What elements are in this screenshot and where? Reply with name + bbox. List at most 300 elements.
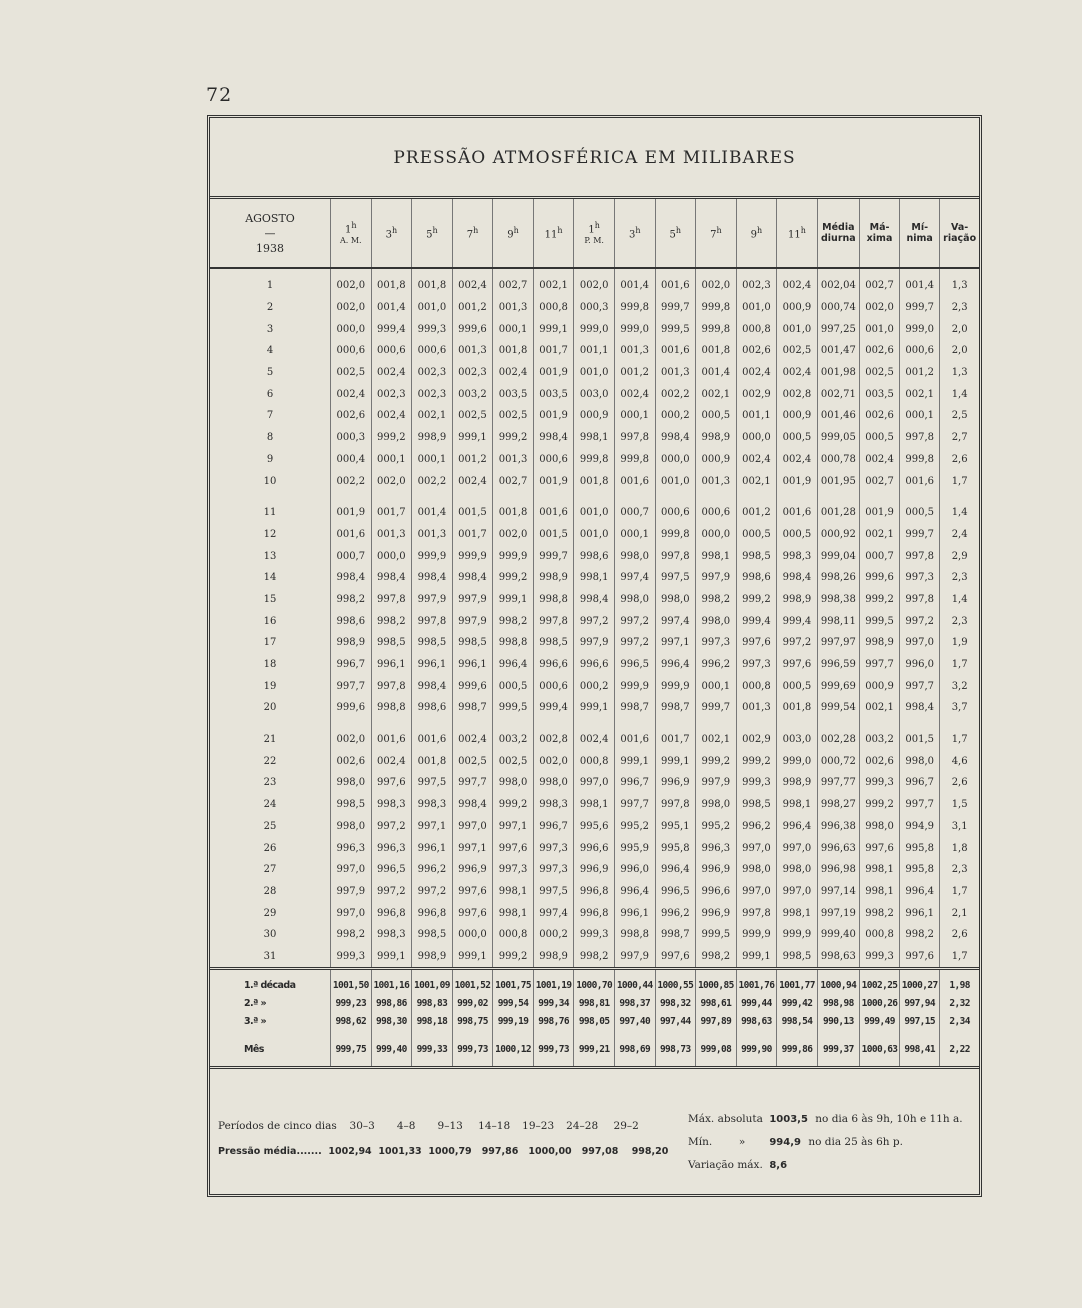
value-cell: 999,9 [736, 924, 777, 946]
value-cell: 998,3 [371, 924, 412, 946]
table-row [210, 470, 979, 502]
value-cell: 001,7 [533, 340, 574, 362]
period-item: 9–13 [437, 1120, 463, 1132]
value-cell: 997,2 [614, 632, 655, 654]
extremes [688, 1108, 978, 1177]
value-cell: 2,6 [940, 449, 979, 471]
day-cell: 4 [266, 345, 274, 357]
value-cell: 000,72 [817, 750, 859, 772]
value-cell: 1,3 [940, 362, 979, 384]
decade-value: 999,54 [493, 994, 534, 1012]
pressure-table [210, 196, 979, 1069]
value-cell: 000,74 [817, 297, 859, 319]
hour-header [371, 198, 412, 269]
value-cell: 998,4 [777, 567, 818, 589]
value-cell: 999,3 [859, 946, 899, 969]
value-cell: 001,0 [736, 297, 777, 319]
value-cell: 000,6 [533, 675, 574, 697]
value-cell: 001,3 [412, 524, 453, 546]
value-cell: 2,6 [940, 772, 979, 794]
value-cell: 996,8 [574, 881, 615, 903]
value-cell: 998,2 [696, 589, 737, 611]
table-row [210, 297, 979, 319]
value-cell: 001,6 [614, 470, 655, 502]
value-cell: 998,4 [452, 794, 493, 816]
month-row-value: 998,73 [655, 1030, 696, 1068]
value-cell: 000,78 [817, 449, 859, 471]
value-cell: 997,9 [412, 589, 453, 611]
value-cell: 999,4 [777, 610, 818, 632]
day-cell: 8 [266, 432, 274, 444]
hour-suffix: h [594, 221, 600, 231]
value-cell: 998,2 [493, 610, 534, 632]
value-cell: 3,7 [940, 697, 979, 729]
decade-value: 998,61 [696, 994, 737, 1012]
value-cell: 001,6 [655, 268, 696, 297]
period-item: 4–8 [396, 1120, 416, 1132]
value-cell: 002,4 [859, 449, 899, 471]
month-row-value: 999,21 [574, 1030, 615, 1068]
value-cell: 998,1 [859, 881, 899, 903]
value-cell: 001,4 [900, 268, 940, 297]
value-cell: 000,5 [900, 502, 940, 524]
value-cell: 997,3 [696, 632, 737, 654]
value-cell: 996,7 [900, 772, 940, 794]
hour-suffix: h [716, 225, 722, 235]
day-cell: 17 [263, 637, 277, 649]
value-cell: 003,2 [493, 729, 534, 751]
value-cell: 001,9 [859, 502, 899, 524]
table-row [210, 924, 979, 946]
value-cell: 997,8 [412, 610, 453, 632]
value-cell: 998,0 [900, 750, 940, 772]
value-cell: 997,9 [331, 881, 372, 903]
value-cell: 002,0 [331, 729, 372, 751]
value-cell: 998,0 [655, 589, 696, 611]
value-cell: 999,5 [696, 924, 737, 946]
value-cell: 2,1 [940, 902, 979, 924]
value-cell: 998,5 [412, 632, 453, 654]
table-row [210, 837, 979, 859]
value-cell: 999,05 [817, 427, 859, 449]
value-cell: 998,2 [900, 924, 940, 946]
value-cell: 002,9 [736, 729, 777, 751]
hour-number: 9 [507, 229, 514, 241]
value-cell: 003,5 [859, 383, 899, 405]
value-cell: 997,0 [331, 859, 372, 881]
decade-value: 999,44 [736, 994, 777, 1012]
value-cell: 996,3 [371, 837, 412, 859]
variacao-header-line: riação [943, 233, 977, 244]
value-cell: 002,4 [371, 362, 412, 384]
value-cell: 999,0 [614, 318, 655, 340]
table-row [210, 610, 979, 632]
value-cell: 000,9 [859, 675, 899, 697]
value-cell: 999,2 [736, 589, 777, 611]
value-cell: 000,8 [736, 318, 777, 340]
hour-number: 11 [788, 229, 801, 241]
day-cell: 23 [263, 777, 277, 789]
value-cell: 998,5 [736, 545, 777, 567]
value-cell: 000,7 [331, 545, 372, 567]
value-cell: 998,8 [371, 697, 412, 729]
variacao-header [940, 198, 979, 269]
decade-row [210, 1012, 979, 1030]
header-row [210, 198, 979, 269]
ampm-label: P. M. [584, 235, 604, 245]
value-cell: 1,3 [940, 268, 979, 297]
value-cell: 997,8 [900, 589, 940, 611]
value-cell: 001,8 [574, 470, 615, 502]
value-cell: 999,1 [533, 318, 574, 340]
decade-value: 990,13 [817, 1012, 859, 1030]
value-cell: 000,1 [493, 318, 534, 340]
value-cell: 998,0 [736, 859, 777, 881]
value-cell: 996,7 [331, 654, 372, 676]
value-cell: 000,9 [574, 405, 615, 427]
value-cell: 997,1 [412, 816, 453, 838]
value-cell: 999,0 [777, 750, 818, 772]
value-cell: 996,2 [655, 902, 696, 924]
month-row-value: 1000,12 [493, 1030, 534, 1068]
periods-label: Períodos de cinco dias [218, 1120, 337, 1132]
value-cell: 997,3 [533, 859, 574, 881]
value-cell: 1,7 [940, 729, 979, 751]
value-cell: 000,8 [574, 750, 615, 772]
decade-value: 998,98 [817, 994, 859, 1012]
media-header-line: diurna [821, 233, 856, 244]
decade-value: 1002,25 [859, 969, 899, 995]
media-header-line: Média [822, 222, 855, 233]
decade-value: 997,89 [696, 1012, 737, 1030]
value-cell: 998,0 [493, 772, 534, 794]
value-cell: 002,1 [736, 470, 777, 502]
month-row-value: 999,73 [533, 1030, 574, 1068]
value-cell: 002,4 [777, 362, 818, 384]
value-cell: 001,9 [533, 405, 574, 427]
value-cell: 998,0 [859, 816, 899, 838]
value-cell: 000,7 [859, 545, 899, 567]
value-cell: 000,8 [859, 924, 899, 946]
value-cell: 996,5 [655, 881, 696, 903]
value-cell: 997,6 [655, 946, 696, 969]
minima-header [900, 198, 940, 269]
value-cell: 996,98 [817, 859, 859, 881]
value-cell: 998,5 [452, 632, 493, 654]
day-cell: 14 [263, 572, 277, 584]
value-cell: 001,8 [493, 340, 534, 362]
value-cell: 996,2 [736, 816, 777, 838]
value-cell: 002,4 [777, 449, 818, 471]
value-cell: 999,6 [452, 675, 493, 697]
value-cell: 002,1 [900, 383, 940, 405]
value-cell: 002,4 [614, 383, 655, 405]
value-cell: 000,8 [493, 924, 534, 946]
period-item: 30–3 [349, 1120, 375, 1132]
value-cell: 000,1 [696, 675, 737, 697]
decade-value: 997,94 [900, 994, 940, 1012]
value-cell: 999,2 [736, 750, 777, 772]
value-cell: 002,3 [736, 268, 777, 297]
value-cell: 1,4 [940, 589, 979, 611]
value-cell: 001,1 [736, 405, 777, 427]
value-cell: 000,5 [493, 675, 534, 697]
value-cell: 000,5 [696, 405, 737, 427]
period-mean: 1000,79 [428, 1146, 472, 1157]
value-cell: 999,7 [900, 297, 940, 319]
value-cell: 998,1 [777, 902, 818, 924]
decade-value: 1000,44 [614, 969, 655, 995]
decade-value: 999,19 [493, 1012, 534, 1030]
value-cell: 996,38 [817, 816, 859, 838]
month-row-value: 1000,63 [859, 1030, 899, 1068]
period-mean: 1000,00 [528, 1146, 572, 1157]
decade-value: 1001,77 [777, 969, 818, 995]
value-cell: 996,2 [696, 654, 737, 676]
value-cell: 998,1 [777, 794, 818, 816]
value-cell: 998,5 [736, 794, 777, 816]
value-cell: 996,8 [371, 902, 412, 924]
decade-value: 997,44 [655, 1012, 696, 1030]
value-cell: 995,2 [614, 816, 655, 838]
value-cell: 996,9 [574, 859, 615, 881]
value-cell: 001,8 [412, 268, 453, 297]
value-cell: 2,3 [940, 859, 979, 881]
value-cell: 002,7 [859, 268, 899, 297]
value-cell: 002,4 [493, 362, 534, 384]
decade-value: 999,23 [331, 994, 372, 1012]
decade-value: 2,32 [940, 994, 979, 1012]
minima-header-line: nima [906, 233, 933, 244]
value-cell: 997,14 [817, 881, 859, 903]
value-cell: 997,3 [533, 837, 574, 859]
value-cell: 997,0 [777, 881, 818, 903]
value-cell: 997,6 [371, 772, 412, 794]
value-cell: 002,6 [331, 405, 372, 427]
value-cell: 000,6 [331, 340, 372, 362]
min-line [688, 1131, 978, 1154]
value-cell: 003,2 [859, 729, 899, 751]
value-cell: 999,9 [777, 924, 818, 946]
value-cell: 002,5 [331, 362, 372, 384]
hour-suffix: h [675, 225, 682, 235]
day-cell: 15 [263, 593, 277, 605]
value-cell: 001,3 [493, 297, 534, 319]
day-cell: 9 [266, 453, 274, 465]
value-cell: 003,0 [574, 383, 615, 405]
value-cell: 997,8 [614, 427, 655, 449]
value-cell: 1,7 [940, 470, 979, 502]
month-row-value: 999,08 [696, 1030, 737, 1068]
value-cell: 000,1 [371, 449, 412, 471]
value-cell: 001,7 [655, 729, 696, 751]
value-cell: 997,0 [452, 816, 493, 838]
value-cell: 997,4 [614, 567, 655, 589]
value-cell: 002,0 [696, 268, 737, 297]
value-cell: 999,4 [371, 318, 412, 340]
value-cell: 002,1 [696, 729, 737, 751]
value-cell: 996,1 [371, 654, 412, 676]
decade-value: 998,86 [371, 994, 412, 1012]
value-cell: 002,0 [574, 268, 615, 297]
hour-number: 11 [544, 229, 558, 241]
period-item: 14–18 [478, 1120, 511, 1132]
value-cell: 998,2 [859, 902, 899, 924]
table-row [210, 589, 979, 611]
value-cell: 996,9 [696, 859, 737, 881]
decade-value: 998,32 [655, 994, 696, 1012]
table-frame [207, 115, 982, 1197]
day-cell: 10 [263, 475, 277, 487]
value-cell: 995,8 [655, 837, 696, 859]
value-cell: 999,1 [574, 697, 615, 729]
table-row [210, 750, 979, 772]
value-cell: 1,7 [940, 946, 979, 969]
value-cell: 997,2 [777, 632, 818, 654]
value-cell: 999,6 [331, 697, 372, 729]
value-cell: 001,6 [777, 502, 818, 524]
value-cell: 999,4 [533, 697, 574, 729]
var-value: 8,6 [769, 1160, 788, 1171]
table-row [210, 383, 979, 405]
table-row [210, 427, 979, 449]
decade-value: 1001,75 [493, 969, 534, 995]
value-cell: 998,5 [331, 794, 372, 816]
value-cell: 999,2 [493, 427, 534, 449]
value-cell: 002,0 [859, 297, 899, 319]
value-cell: 999,5 [493, 697, 534, 729]
value-cell: 2,3 [940, 610, 979, 632]
period-mean: 1001,33 [378, 1146, 422, 1157]
table-row [210, 729, 979, 751]
value-cell: 997,4 [533, 902, 574, 924]
value-cell: 996,4 [655, 859, 696, 881]
value-cell: 999,69 [817, 675, 859, 697]
day-cell: 11 [263, 507, 277, 519]
month-label: AGOSTO [245, 211, 295, 225]
value-cell: 997,19 [817, 902, 859, 924]
value-cell: 998,8 [493, 632, 534, 654]
value-cell: 000,9 [777, 297, 818, 319]
value-cell: 001,8 [371, 268, 412, 297]
value-cell: 000,6 [533, 449, 574, 471]
value-cell: 997,4 [655, 610, 696, 632]
value-cell: 001,3 [452, 340, 493, 362]
month-row-value: 998,41 [900, 1030, 940, 1068]
hour-number: 3 [385, 229, 392, 241]
value-cell: 999,04 [817, 545, 859, 567]
period-mean: 997,08 [581, 1146, 619, 1157]
value-cell: 997,1 [655, 632, 696, 654]
value-cell: 999,3 [412, 318, 453, 340]
value-cell: 002,2 [412, 470, 453, 502]
value-cell: 998,2 [371, 610, 412, 632]
decade-value: 998,62 [331, 1012, 372, 1030]
value-cell: 996,9 [452, 859, 493, 881]
hour-header [533, 198, 574, 269]
value-cell: 001,0 [655, 470, 696, 502]
value-cell: 001,5 [900, 729, 940, 751]
value-cell: 999,6 [859, 567, 899, 589]
value-cell: 998,4 [331, 567, 372, 589]
day-cell: 5 [266, 367, 274, 379]
value-cell: 996,9 [696, 902, 737, 924]
value-cell: 002,5 [452, 405, 493, 427]
value-cell: 997,6 [900, 946, 940, 969]
value-cell: 999,1 [655, 750, 696, 772]
max-line [688, 1108, 978, 1131]
period-item: 19–23 [522, 1120, 555, 1132]
value-cell: 001,8 [493, 502, 534, 524]
value-cell: 996,4 [777, 816, 818, 838]
value-cell: 002,4 [777, 268, 818, 297]
table-row [210, 502, 979, 524]
value-cell: 997,2 [371, 816, 412, 838]
day-cell: 16 [263, 615, 277, 627]
value-cell: 000,2 [655, 405, 696, 427]
value-cell: 998,0 [533, 772, 574, 794]
value-cell: 998,0 [614, 545, 655, 567]
value-cell: 997,7 [900, 675, 940, 697]
value-cell: 996,5 [614, 654, 655, 676]
value-cell: 999,8 [655, 524, 696, 546]
value-cell: 999,9 [493, 545, 534, 567]
decade-value: 998,63 [736, 1012, 777, 1030]
minima-header-line: Mí- [911, 222, 929, 233]
value-cell: 001,3 [736, 697, 777, 729]
decade-row [210, 969, 979, 995]
value-cell: 996,0 [614, 859, 655, 881]
value-cell: 999,7 [533, 545, 574, 567]
value-cell: 002,1 [533, 268, 574, 297]
value-cell: 1,4 [940, 383, 979, 405]
period-mean: 998,20 [631, 1146, 669, 1157]
value-cell: 002,28 [817, 729, 859, 751]
month-row-value: 2,22 [940, 1030, 979, 1068]
value-cell: 002,0 [371, 470, 412, 502]
decade-value: 1001,76 [736, 969, 777, 995]
value-cell: 000,9 [696, 449, 737, 471]
value-cell: 999,3 [574, 924, 615, 946]
value-cell: 001,6 [533, 502, 574, 524]
value-cell: 999,40 [817, 924, 859, 946]
hour-number: 1 [588, 224, 595, 236]
value-cell: 997,2 [574, 610, 615, 632]
value-cell: 001,7 [452, 524, 493, 546]
value-cell: 001,3 [696, 470, 737, 502]
value-cell: 999,54 [817, 697, 859, 729]
value-cell: 001,6 [614, 729, 655, 751]
day-cell: 7 [266, 410, 274, 422]
month-row-value: 999,33 [412, 1030, 453, 1068]
decade-value: 1000,94 [817, 969, 859, 995]
value-cell: 997,8 [655, 794, 696, 816]
day-cell: 19 [263, 680, 277, 692]
value-cell: 999,8 [696, 297, 737, 319]
value-cell: 995,9 [614, 837, 655, 859]
value-cell: 997,8 [655, 545, 696, 567]
decade-value: 1001,16 [371, 969, 412, 995]
value-cell: 001,95 [817, 470, 859, 502]
decade-value: 999,49 [859, 1012, 899, 1030]
value-cell: 998,3 [412, 794, 453, 816]
table-row [210, 816, 979, 838]
value-cell: 001,1 [574, 340, 615, 362]
value-cell: 2,0 [940, 318, 979, 340]
value-cell: 997,7 [331, 675, 372, 697]
value-cell: 997,2 [900, 610, 940, 632]
value-cell: 997,9 [696, 567, 737, 589]
